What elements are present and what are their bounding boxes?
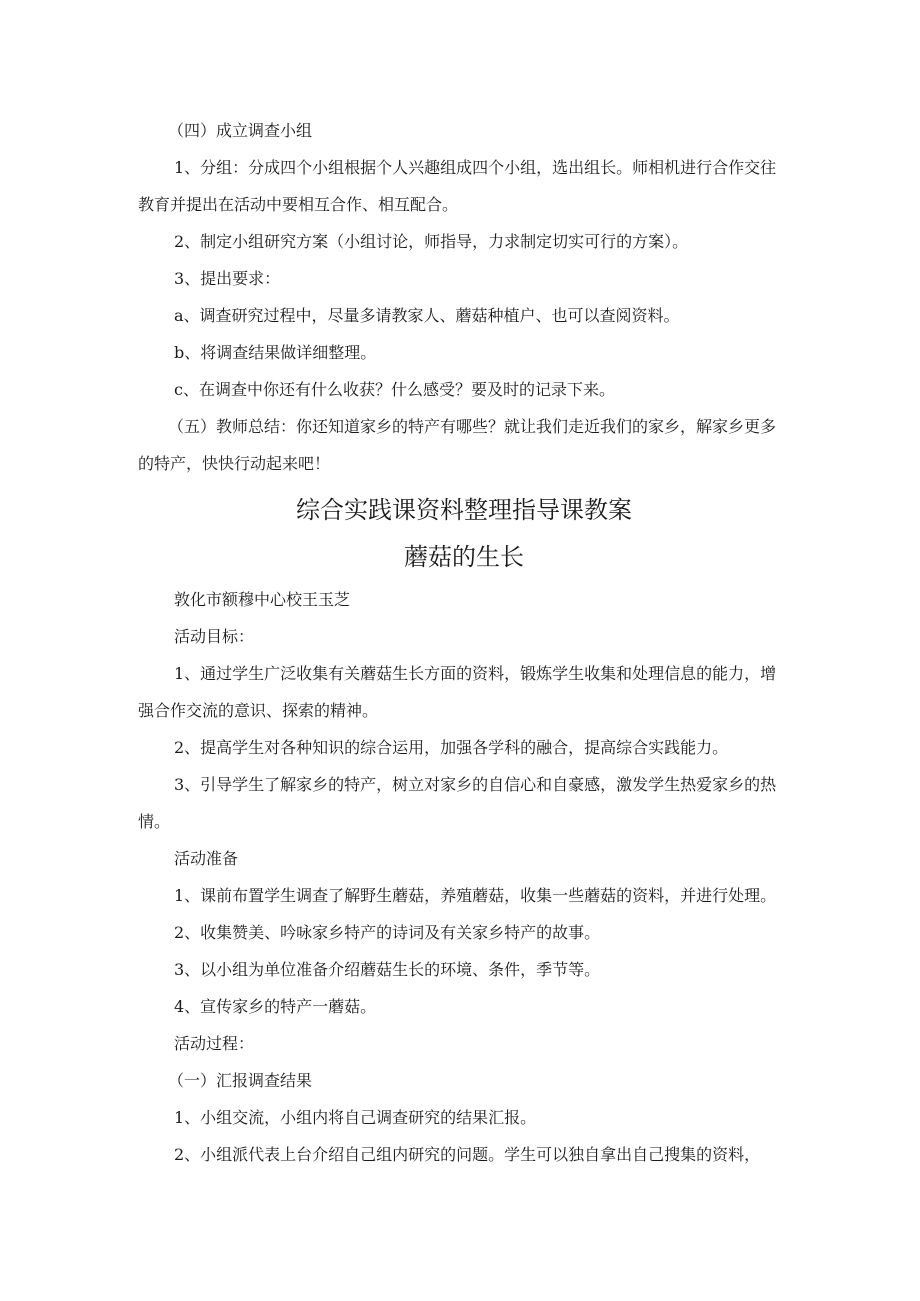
paragraph-plan: 2、制定小组研究方案（小组讨论，师指导，力求制定切实可行的方案）。 — [174, 232, 689, 251]
section-heading-five: （五）教师总结：你还知道家乡的特产有哪些？就让我们走近我们的家乡，解家乡更多的特产，快快行动起来吧！ — [138, 417, 777, 473]
paragraph-requirement-c: c、在调查中你还有什么收获？什么感受？要及时的记录下来。 — [174, 380, 615, 399]
process-item-1: 1、小组交流，小组内将自己调查研究的结果汇报。 — [174, 1108, 537, 1127]
prep-item-3: 3、以小组为单位准备介绍蘑菇生长的环境、条件，季节等。 — [174, 960, 601, 979]
prep-item-2: 2、收集赞美、吟咏家乡特产的诗词及有关家乡特产的故事。 — [174, 923, 601, 942]
paragraph-requirements: 3、提出要求： — [174, 269, 281, 288]
author-line: 敦化市额穆中心校王玉芝 — [174, 590, 351, 609]
goal-item-2: 2、提高学生对各种知识的综合运用，加强各学科的融合，提高综合实践能力。 — [174, 738, 729, 757]
paragraph-requirement-a: a、调查研究过程中，尽量多请教家人、蘑菇种植户、也可以查阅资料。 — [174, 306, 680, 325]
section-heading-four: （四）成立调查小组 — [168, 121, 313, 140]
document-body — [138, 112, 790, 1173]
document-title: 综合实践课资料整理指导课教案 — [296, 496, 632, 524]
prep-item-4: 4、宣传家乡的特产一蘑菇。 — [174, 997, 377, 1016]
process-label: 活动过程： — [174, 1034, 255, 1053]
goal-item-3: 3、引导学生了解家乡的特产，树立对家乡的自信心和自豪感，激发学生热爱家乡的热情。 — [138, 775, 777, 831]
paragraph-grouping: 1、分组：分成四个小组根据个人兴趣组成四个小组，选出组长。师相机进行合作交往教育并提出在活动中要相互合作、相互配合。 — [138, 158, 777, 214]
goal-item-1: 1、通过学生广泛收集有关蘑菇生长方面的资料，锻炼学生收集和处理信息的能力，增强合作交流的意识、探索的精神。 — [138, 664, 777, 720]
process-heading-one: （一）汇报调查结果 — [168, 1071, 313, 1090]
process-item-2: 2、小组派代表上台介绍自己组内研究的问题。学生可以独自拿出自己搜集的资料， — [174, 1145, 761, 1164]
paragraph-requirement-b: b、将调查结果做详细整理。 — [174, 343, 377, 362]
document-subtitle: 蘑菇的生长 — [404, 543, 524, 571]
prep-item-1: 1、课前布置学生调查了解野生蘑菇，养殖蘑菇，收集一些蘑菇的资料，并进行处理。 — [174, 886, 777, 905]
goals-label: 活动目标： — [174, 627, 255, 646]
prep-label: 活动准备 — [174, 849, 239, 868]
